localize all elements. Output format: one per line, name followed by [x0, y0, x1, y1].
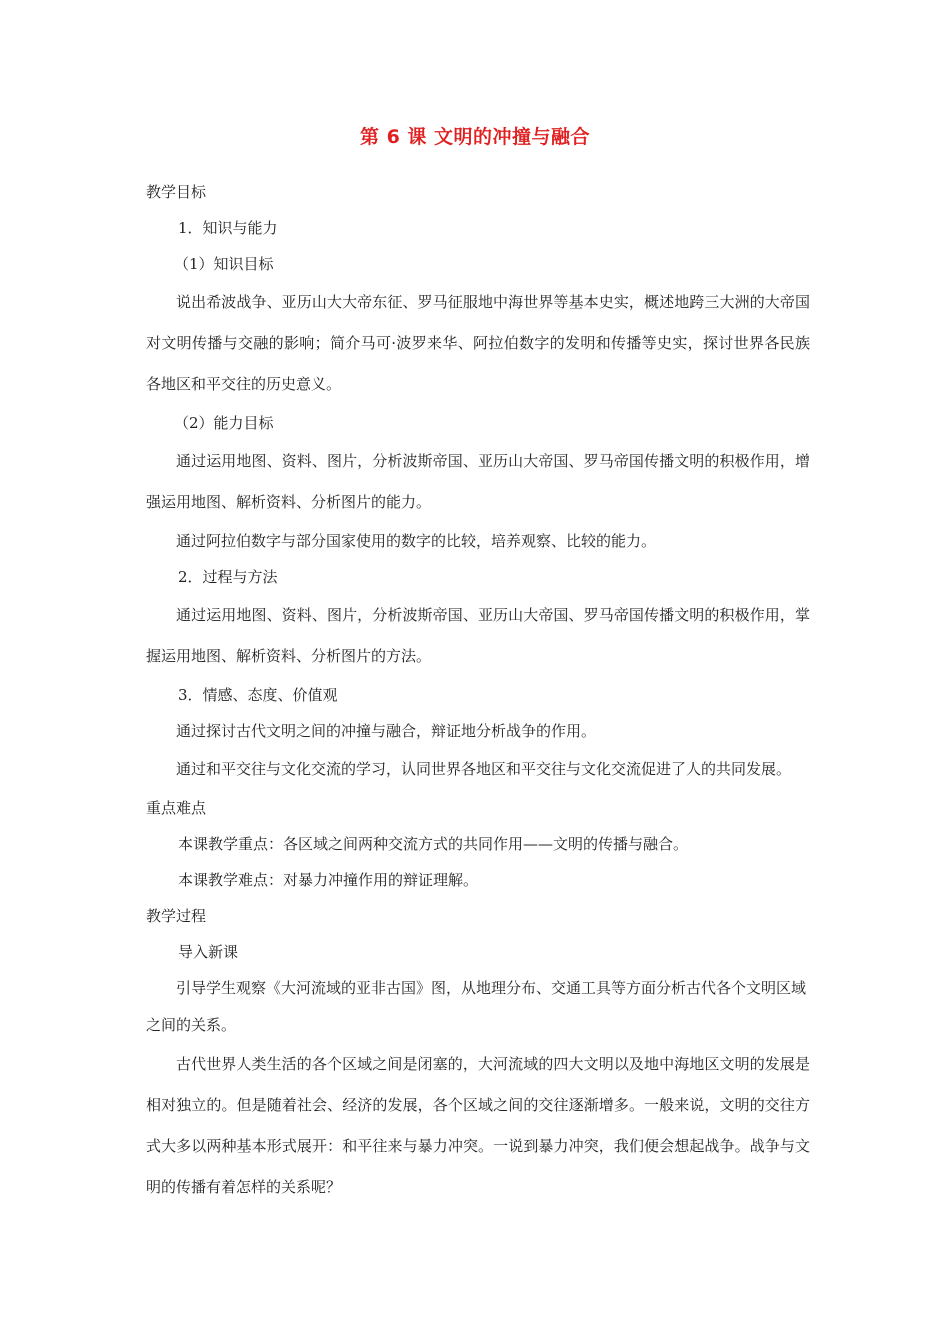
ability-goal-text-2: 通过阿拉伯数字与部分国家使用的数字的比较，培养观察、比较的能力。 — [176, 532, 657, 550]
difficult-point-text: 本课教学难点：对暴力冲撞作用的辩证理解。 — [178, 871, 479, 889]
process-heading: 教学过程 — [146, 907, 207, 925]
document-body — [146, 174, 810, 1208]
lesson-title: 第 6 课 文明的冲撞与融合 — [359, 126, 591, 148]
intro-text-1: 引导学生观察《大河流域的亚非古国》图，从地理分布、交通工具等方面分析古代各个文明区域之间的关系。 — [146, 979, 807, 1034]
ability-goal-text-1: 通过运用地图、资料、图片，分析波斯帝国、亚历山大帝国、罗马帝国传播文明的积极作用，增强运用地图、解析资料、分析图片的能力。 — [146, 452, 810, 511]
goal-knowledge-subheading: （1）知识目标 — [174, 255, 274, 273]
knowledge-goal-text: 说出希波战争、亚历山大大帝东征、罗马征服地中海世界等基本史实，概述地跨三大洲的大帝国对文明传播与交融的影响；简介马可·波罗来华、阿拉伯数字的发明和传播等史实，探讨世界各民族各地区和平交往的历史意义。 — [146, 293, 810, 393]
goal-ability-subheading: （2）能力目标 — [174, 414, 274, 432]
goal-knowledge-ability: 1．知识与能力 — [178, 219, 278, 237]
process-method-text: 通过运用地图、资料、图片，分析波斯帝国、亚历山大帝国、罗马帝国传播文明的积极作用，掌握运用地图、解析资料、分析图片的方法。 — [146, 606, 810, 665]
goal-process-method: 2．过程与方法 — [178, 568, 278, 586]
emotion-values-text-2: 通过和平交往与文化交流的学习，认同世界各地区和平交往与文化交流促进了人的共同发展。 — [176, 760, 792, 778]
goal-emotion-values: 3．情感、态度、价值观 — [178, 686, 338, 704]
emotion-values-text-1: 通过探讨古代文明之间的冲撞与融合，辩证地分析战争的作用。 — [176, 722, 597, 740]
intro-text-2: 古代世界人类生活的各个区域之间是闭塞的，大河流域的四大文明以及地中海地区文明的发展是相对独立的。但是随着社会、经济的发展，各个区域之间的交往逐渐增多。一般来说，文明的交往方式大多以两种基本形式展开：和平往来与暴力冲突。一说到暴力冲突，我们便会想起战争。战争与文明的传播有着怎样的关系呢？ — [146, 1055, 810, 1196]
key-difficult-heading: 重点难点 — [146, 799, 207, 817]
key-point-text: 本课教学重点：各区域之间两种交流方式的共同作用——文明的传播与融合。 — [178, 835, 689, 853]
intro-heading: 导入新课 — [178, 943, 239, 961]
goals-heading: 教学目标 — [146, 183, 207, 201]
